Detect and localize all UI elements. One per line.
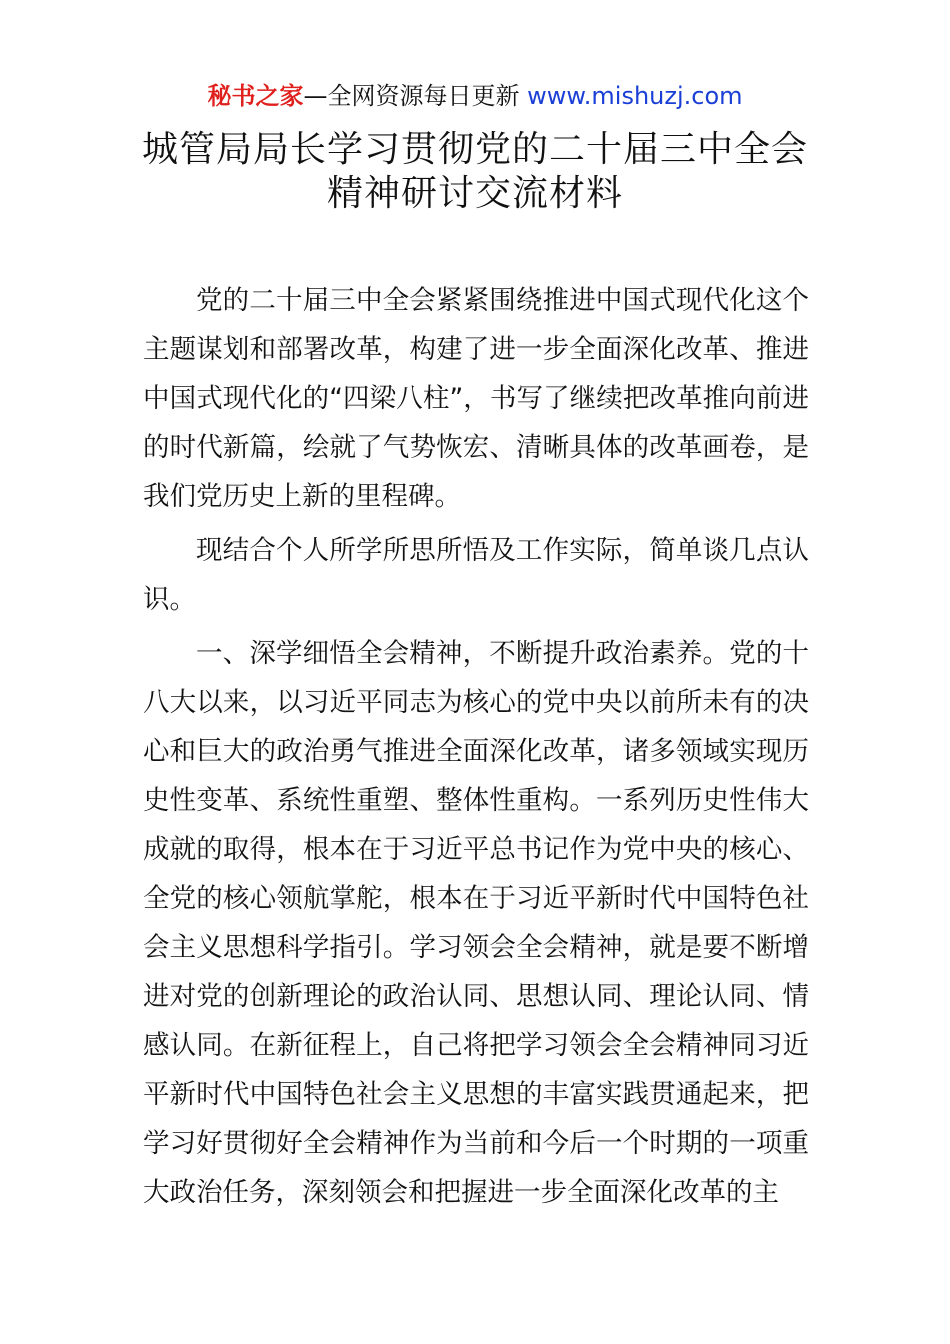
document-body [143,276,809,1222]
site-brand: 秘书之家 [207,82,304,110]
title-line-2: 精神研讨交流材料 [326,173,623,214]
paragraph-section-one: 一、深学细悟全会精神，不断提升政治素养。党的十八大以来，以习近平同志为核心的党中央以前所未有的决心和巨大的政治勇气推进全面深化改革，诸多领域实现历史性变革、系统性重塑、整体性重构。一系列历史性伟大成就的取得，根本在于习近平总书记作为党中央的核心、全党的核心领航掌舵，根本在于习近平新时代中国特色社会主义思想科学指引。学习领会全会精神，就是要不断增进对党的创新理论的政治认同、思想认同、理论认同、情感认同。在新征程上，自己将把学习领会全会精神同习近平新时代中国特色社会主义思想的丰富实践贯通起来，把学习好贯彻好全会精神作为当前和今后一个时期的一项重大政治任务，深刻领会和把握进一步全面深化改革的主 [143,638,809,1208]
site-url-link[interactable]: www.mishuzj.com [527,82,743,110]
site-header [0,80,950,112]
document-title [0,128,950,216]
paragraph-intro: 党的二十届三中全会紧紧围绕推进中国式现代化这个主题谋划和部署改革，构建了进一步全面深化改革、推进中国式现代化的“四梁八柱”，书写了继续把改革推向前进的时代新篇，绘就了气势恢宏、清晰具体的改革画卷，是我们党历史上新的里程碑。 [143,285,809,512]
site-tagline: —全网资源每日更新 [303,82,528,110]
paragraph-context: 现结合个人所学所思所悟及工作实际，简单谈几点认识。 [143,535,809,615]
title-line-1: 城管局局长学习贯彻党的二十届三中全会 [141,129,808,170]
